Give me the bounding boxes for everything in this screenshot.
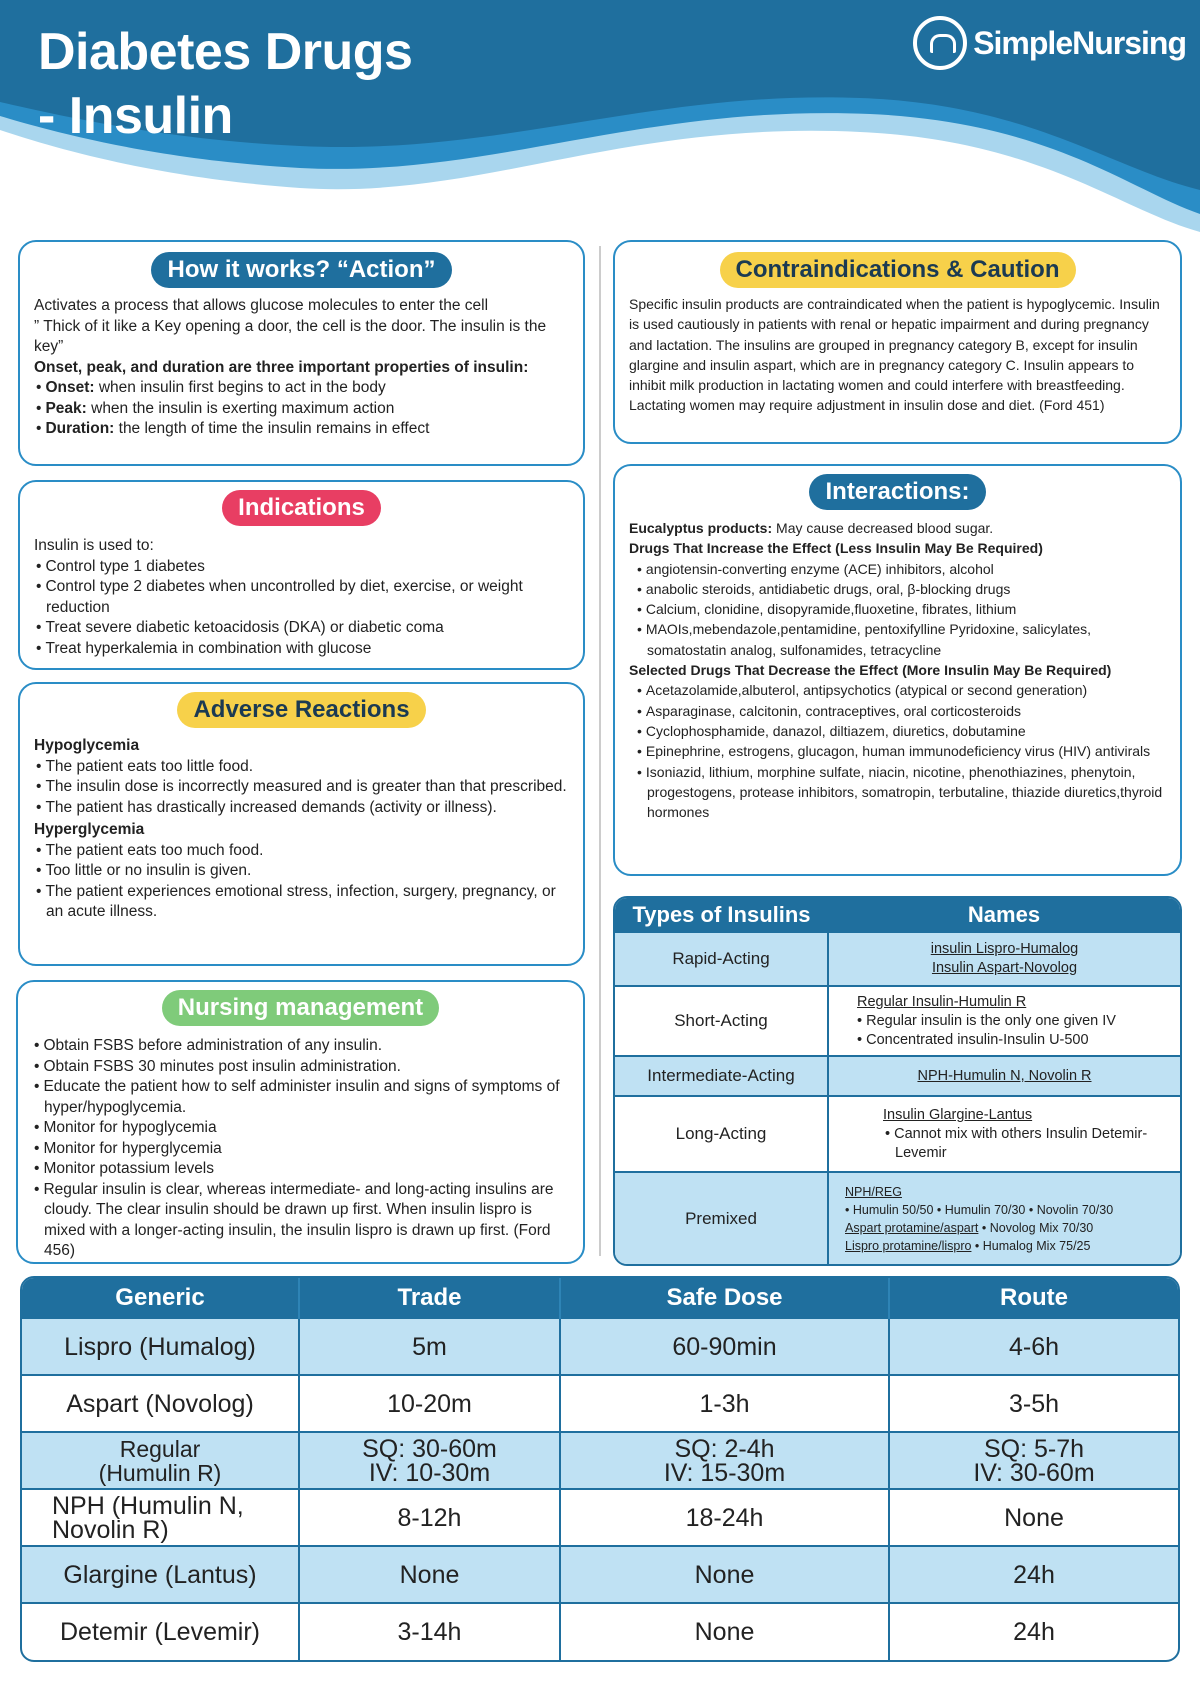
names-cell: NPH-Humulin N, Novolin R: [828, 1056, 1180, 1096]
decrease-list: [613, 680, 1166, 822]
route-header: Route: [889, 1278, 1178, 1318]
table-row: [22, 1489, 1178, 1546]
trade-cell: SQ: 30-60m IV: 10-30m: [299, 1432, 560, 1489]
route-cell: None: [889, 1489, 1178, 1546]
brand-logo: [913, 16, 1186, 70]
nursing-card: [16, 980, 585, 1264]
interactions-heading: Interactions:: [809, 474, 985, 510]
generic-cell: Regular (Humulin R): [22, 1432, 299, 1489]
list-item: • Monitor potassium levels: [32, 1159, 569, 1180]
list-item: • anabolic steroids, antidiabetic drugs, oral, β-blocking drugs: [613, 579, 1166, 599]
list-item: • Peak: when the insulin is exerting maximum action: [12, 399, 569, 420]
type-cell: Short-Acting: [615, 986, 828, 1056]
hyperglycemia-heading: Hyperglycemia: [34, 821, 145, 838]
page-title-line2: - Insulin: [38, 87, 233, 145]
types-header: Types of Insulins: [615, 898, 828, 932]
table-row: [22, 1603, 1178, 1660]
generic-cell: Detemir (Levemir): [22, 1603, 299, 1660]
page-title-line1: Diabetes Drugs: [38, 23, 413, 81]
generic-cell: Glargine (Lantus): [22, 1546, 299, 1603]
action-line1: Activates a process that allows glucose molecules to enter the cell: [34, 297, 489, 314]
list-item: • Too little or no insulin is given.: [34, 861, 569, 882]
hypoglycemia-list: [34, 757, 569, 819]
table-row: [22, 1318, 1178, 1375]
type-cell: Rapid-Acting: [615, 932, 828, 986]
list-item: • Isoniazid, lithium, morphine sulfate, niacin, nicotine, phenothiazines, phenytoin, progestogens, protease inhibitors, somatropin, terbutaline, thiazide diuretics,thyroid hormones: [613, 762, 1166, 823]
contra-text: Specific insulin products are contraindicated when the patient is hypoglycemic. Insulin is used cautiously in patients with renal or hepatic impairment and during pregnancy and lactation. The insulins are grouped in pregnancy category B, except for insulin glargine and insulin aspart, which are in pregnancy category C. Insulin appears to inhibit milk production in lactating women and could interfere with breastfeeding. Lactating women may require adjustment in insulin dose and diet. (Ford 451): [629, 296, 1160, 414]
table-row: [615, 932, 1180, 986]
decrease-heading: Selected Drugs That Decrease the Effect (More Insulin May Be Required): [629, 662, 1112, 679]
list-item: • The patient eats too much food.: [34, 841, 569, 862]
names-cell: Regular Insulin-Humulin R • Regular insulin is the only one given IV • Concentrated insulin-Insulin U-500: [828, 986, 1180, 1056]
trade-cell: 3-14h: [299, 1603, 560, 1660]
list-item: • Educate the patient how to self administer insulin and signs of symptoms of hyper/hypoglycemia.: [32, 1077, 569, 1118]
list-item: • The patient eats too little food.: [34, 757, 569, 778]
nursing-list: [32, 1036, 569, 1262]
adverse-card: [18, 682, 585, 966]
type-cell: Intermediate-Acting: [615, 1056, 828, 1096]
list-item: • Obtain FSBS before administration of any insulin.: [32, 1036, 569, 1057]
list-item: • Treat hyperkalemia in combination with glucose: [34, 639, 569, 660]
adverse-heading: Adverse Reactions: [177, 692, 425, 728]
list-item: • Duration: the length of time the insulin remains in effect: [12, 419, 569, 440]
dose-cell: None: [560, 1603, 889, 1660]
interactions-card: [613, 464, 1182, 876]
header-banner: [0, 0, 1200, 240]
action-properties-heading: Onset, peak, and duration are three important properties of insulin:: [34, 358, 529, 376]
route-cell: SQ: 5-7h IV: 30-60m: [889, 1432, 1178, 1489]
names-cell: insulin Lispro-Humalog Insulin Aspart-Novolog: [828, 932, 1180, 986]
list-item: • Monitor for hyperglycemia: [32, 1139, 569, 1160]
table-row: [615, 1056, 1180, 1096]
list-item: • Control type 1 diabetes: [34, 557, 569, 578]
list-item: • Epinephrine, estrogens, glucagon, human immunodeficiency virus (HIV) antivirals: [613, 741, 1166, 761]
page-title: [38, 20, 412, 148]
names-header: Names: [828, 898, 1180, 932]
trade-cell: 8-12h: [299, 1489, 560, 1546]
trade-cell: 5m: [299, 1318, 560, 1375]
indications-list: [34, 557, 569, 660]
list-item: • Asparaginase, calcitonin, contraceptives, oral corticosteroids: [613, 701, 1166, 721]
list-item: • Acetazolamide,albuterol, antipsychotics (atypical or second generation): [613, 680, 1166, 700]
stethoscope-heart-icon: [913, 16, 967, 70]
dose-cell: 18-24h: [560, 1489, 889, 1546]
list-item: • Control type 2 diabetes when uncontrolled by diet, exercise, or weight reduction: [34, 577, 569, 618]
increase-list: [613, 559, 1166, 660]
indications-card: [18, 480, 585, 670]
table-row: [22, 1432, 1178, 1489]
action-heading: How it works? “Action”: [151, 252, 451, 288]
contra-card: [613, 240, 1182, 444]
column-divider: [599, 246, 601, 1256]
insulin-types-table: [613, 896, 1182, 1266]
route-cell: 3-5h: [889, 1375, 1178, 1432]
action-card: [18, 240, 585, 466]
table-row: [615, 986, 1180, 1056]
list-item: • Onset: when insulin first begins to act in the body: [12, 378, 569, 399]
list-item: • Monitor for hypoglycemia: [32, 1118, 569, 1139]
dose-cell: None: [560, 1546, 889, 1603]
table-row: [22, 1546, 1178, 1603]
dose-cell: 1-3h: [560, 1375, 889, 1432]
dose-cell: 60-90min: [560, 1318, 889, 1375]
generic-cell: NPH (Humulin N, Novolin R): [22, 1489, 299, 1546]
route-cell: 4-6h: [889, 1318, 1178, 1375]
table-row: [615, 1172, 1180, 1264]
list-item: • Cyclophosphamide, danazol, diltiazem, diuretics, dobutamine: [613, 721, 1166, 741]
list-item: • MAOIs,mebendazole,pentamidine, pentoxifylline Pyridoxine, salicylates, somatostatin analog, sulfonamides, tetracycline: [613, 619, 1166, 660]
table-row: [22, 1375, 1178, 1432]
hypoglycemia-heading: Hypoglycemia: [34, 737, 140, 754]
type-cell: Long-Acting: [615, 1096, 828, 1172]
list-item: • Obtain FSBS 30 minutes post insulin administration.: [32, 1057, 569, 1078]
action-properties-list: [12, 378, 569, 440]
list-item: • The patient has drastically increased demands (activity or illness).: [34, 798, 569, 819]
list-item: • Treat severe diabetic ketoacidosis (DKA) or diabetic coma: [34, 618, 569, 639]
generic-cell: Lispro (Humalog): [22, 1318, 299, 1375]
contra-heading: Contraindications & Caution: [720, 252, 1076, 288]
trade-cell: None: [299, 1546, 560, 1603]
safe-dose-header: Safe Dose: [560, 1278, 889, 1318]
generic-header: Generic: [22, 1278, 299, 1318]
indications-intro: Insulin is used to:: [34, 537, 154, 554]
indications-heading: Indications: [222, 490, 381, 526]
action-line2: ” Thick of it like a Key opening a door, the cell is the door. The insulin is the key”: [34, 317, 547, 355]
list-item: • angiotensin-converting enzyme (ACE) inhibitors, alcohol: [613, 559, 1166, 579]
eucalyptus-line: Eucalyptus products: May cause decreased blood sugar.: [629, 520, 994, 536]
list-item: • The patient experiences emotional stress, infection, surgery, pregnancy, or an acute illness.: [34, 882, 569, 923]
dose-cell: SQ: 2-4h IV: 15-30m: [560, 1432, 889, 1489]
dose-table: [20, 1276, 1180, 1662]
nursing-heading: Nursing management: [162, 990, 439, 1026]
names-cell: Insulin Glargine-Lantus • Cannot mix with others Insulin Detemir-Levemir: [828, 1096, 1180, 1172]
brand-name: SimpleNursing: [973, 24, 1186, 61]
names-cell: NPH/REG • Humulin 50/50 • Humulin 70/30 • Novolin 70/30 Aspart protamine/aspart • Novolog Mix 70/30 Lispro protamine/lispro • Humalog Mix 75/25: [828, 1172, 1180, 1264]
trade-header: Trade: [299, 1278, 560, 1318]
type-cell: Premixed: [615, 1172, 828, 1264]
list-item: • Calcium, clonidine, disopyramide,fluoxetine, fibrates, lithium: [613, 599, 1166, 619]
list-item: • Regular insulin is clear, whereas intermediate- and long-acting insulins are cloudy. The clear insulin should be drawn up first. When insulin lispro is mixed with a longer-acting insulin, the insulin lispro is drawn up first. (Ford 456): [32, 1180, 569, 1262]
table-row: [615, 1096, 1180, 1172]
hyperglycemia-list: [34, 841, 569, 923]
route-cell: 24h: [889, 1603, 1178, 1660]
trade-cell: 10-20m: [299, 1375, 560, 1432]
increase-heading: Drugs That Increase the Effect (Less Insulin May Be Required): [629, 540, 1043, 557]
list-item: • The insulin dose is incorrectly measured and is greater than that prescribed.: [34, 777, 569, 798]
generic-cell: Aspart (Novolog): [22, 1375, 299, 1432]
route-cell: 24h: [889, 1546, 1178, 1603]
